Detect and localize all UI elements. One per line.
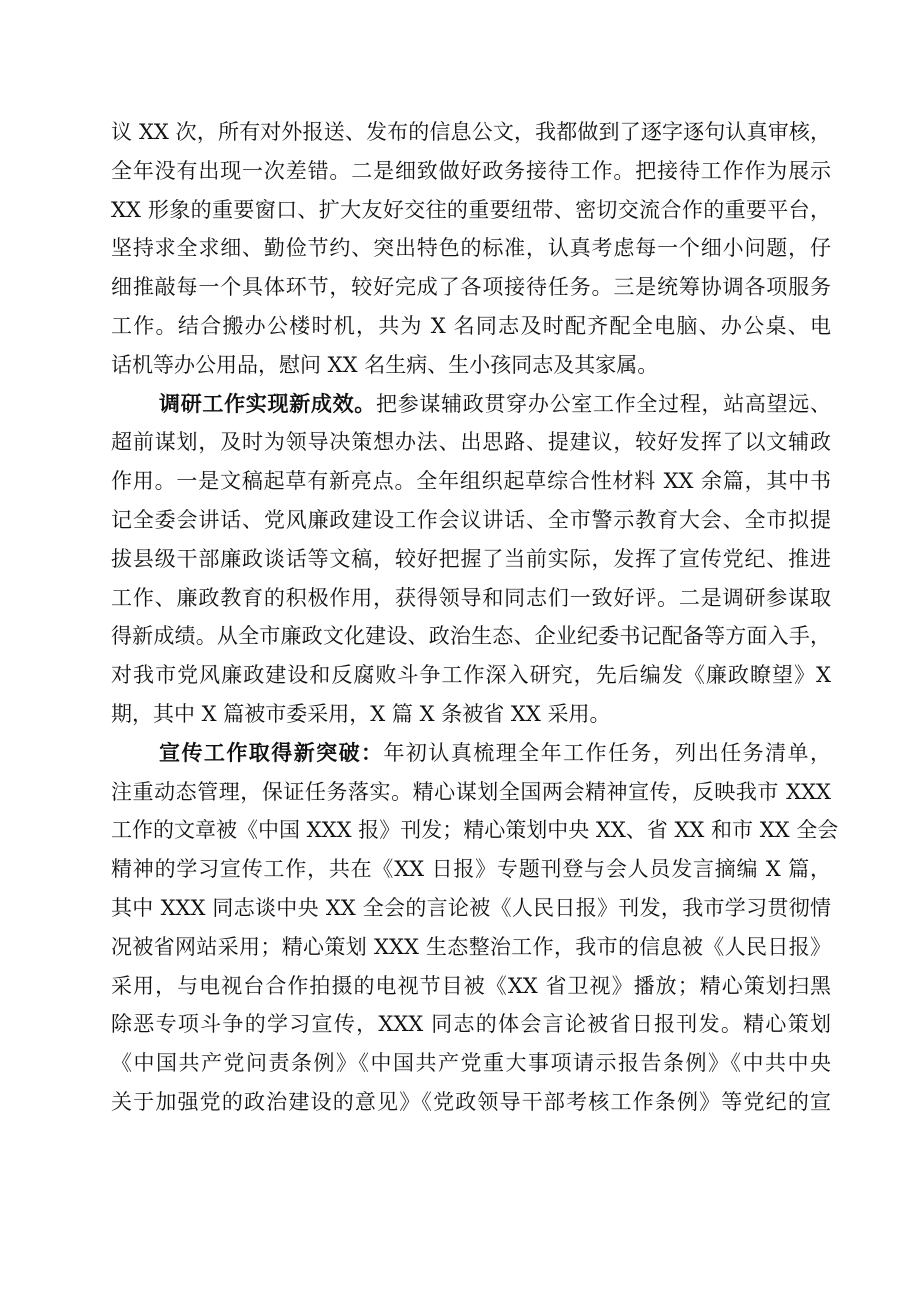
text-line: 对我市党风廉政建设和反腐败斗争工作深入研究，先后编发《廉政瞭望》X bbox=[111, 663, 831, 688]
paragraph-publicity-work bbox=[111, 734, 839, 1122]
text-line: XX 形象的重要窗口、扩大友好交往的重要纽带、密切交流合作的重要平台， bbox=[111, 197, 831, 222]
text-line: 《中国共产党问责条例》《中国共产党重大事项请示报告条例》《中共中央 bbox=[111, 1051, 831, 1076]
paragraph-research-work bbox=[111, 385, 831, 734]
document-body bbox=[111, 113, 839, 1122]
text-line: 精神的学习宣传工作，共在《XX 日报》专题刊登与会人员发言摘编 X 篇， bbox=[111, 857, 831, 882]
text-line: 细推敲每一个具体环节，较好完成了各项接待任务。三是统筹协调各项服务 bbox=[111, 275, 831, 300]
text-line: 作用。一是文稿起草有新亮点。全年组织起草综合性材料 XX 余篇，其中书 bbox=[111, 469, 831, 494]
text-line: 除恶专项斗争的学习宣传，XXX 同志的体会言论被省日报刊发。精心策划 bbox=[111, 1012, 831, 1037]
text-line: 坚持求全求细、勤俭节约、突出特色的标准，认真考虑每一个细小问题，仔 bbox=[111, 236, 831, 261]
text-line: 工作、廉政教育的积极作用，获得领导和同志们一致好评。二是调研参谋取 bbox=[111, 585, 831, 610]
text-line: 超前谋划，及时为领导决策想办法、出思路、提建议，较好发挥了以文辅政 bbox=[111, 430, 831, 455]
text-line: 得新成绩。从全市廉政文化建设、政治生态、企业纪委书记配备等方面入手， bbox=[111, 624, 831, 649]
text-line: 采用，与电视台合作拍摄的电视节目被《XX 省卫视》播放；精心策划扫黑 bbox=[111, 973, 831, 998]
paragraph-reception-services bbox=[111, 113, 831, 385]
text-line: 工作的文章被《中国 XXX 报》刊发；精心策划中央 XX、省 XX 和市 XX 全会 bbox=[111, 818, 839, 843]
paragraph-heading: 宣传工作取得新突破： bbox=[159, 740, 384, 765]
paragraph-first-line bbox=[111, 734, 831, 773]
text-line: 话机等办公用品，慰问 XX 名生病、生小孩同志及其家属。 bbox=[111, 352, 659, 377]
text-line: 拔县级干部廉政谈话等文稿，较好把握了当前实际，发挥了宣传党纪、推进 bbox=[111, 546, 831, 571]
paragraph-heading: 调研工作实现新成效。 bbox=[159, 391, 376, 416]
text-line: 其中 XXX 同志谈中央 XX 全会的言论被《人民日报》刊发，我市学习贯彻情 bbox=[111, 895, 831, 920]
paragraph-first-line bbox=[111, 385, 831, 424]
text-line: 工作。结合搬办公楼时机，共为 X 名同志及时配齐配全电脑、办公桌、电 bbox=[111, 313, 831, 338]
text-line: 关于加强党的政治建设的意见》《党政领导干部考核工作条例》等党纪的宣 bbox=[111, 1089, 831, 1114]
text-line: 记全委会讲话、党风廉政建设工作会议讲话、全市警示教育大会、全市拟提 bbox=[111, 507, 831, 532]
text-line: 议 XX 次，所有对外报送、发布的信息公文，我都做到了逐字逐句认真审核， bbox=[111, 120, 831, 144]
text-line: 况被省网站采用；精心策划 XXX 生态整治工作，我市的信息被《人民日报》 bbox=[111, 934, 831, 959]
text-line: 期，其中 X 篇被市委采用，X 篇 X 条被省 XX 采用。 bbox=[111, 701, 611, 726]
paragraph-first-line-text: 把参谋辅政贯穿办公室工作全过程，站高望远、 bbox=[376, 391, 831, 416]
paragraph-first-line-text: 年初认真梳理全年工作任务，列出任务清单， bbox=[383, 740, 831, 765]
text-line: 注重动态管理，保证任务落实。精心谋划全国两会精神宣传，反映我市 XXX bbox=[111, 779, 831, 804]
text-line: 全年没有出现一次差错。二是细致做好政务接待工作。把接待工作作为展示 bbox=[111, 158, 831, 183]
